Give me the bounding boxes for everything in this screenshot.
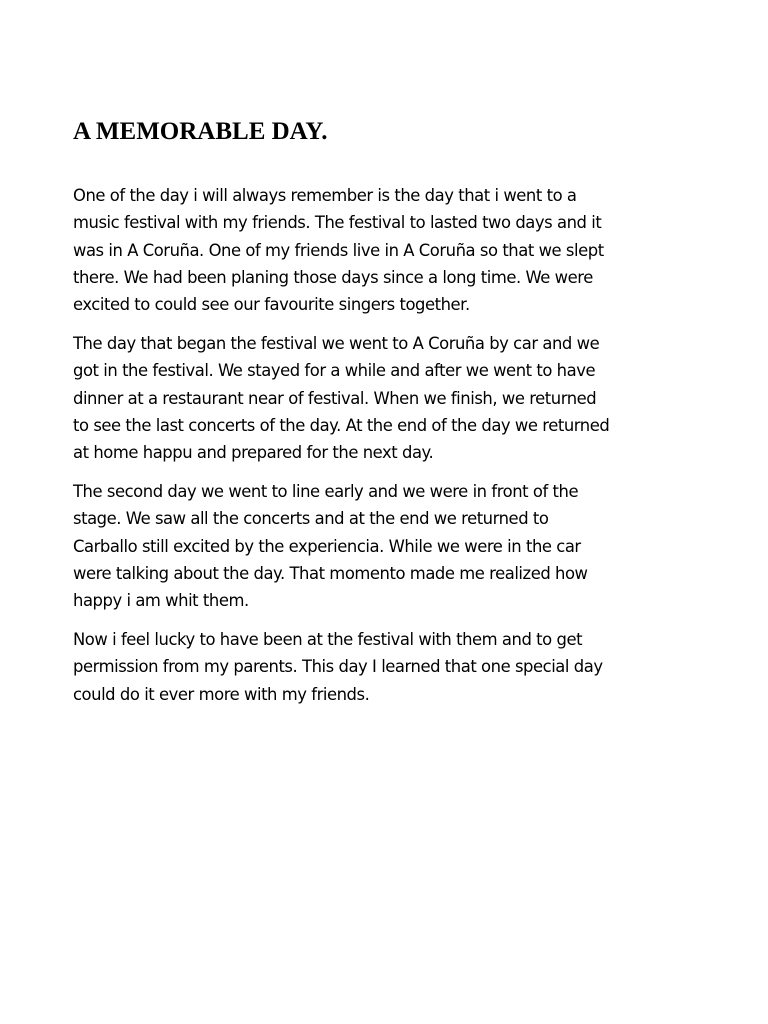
paragraph xyxy=(73,626,713,708)
document-body xyxy=(73,182,713,719)
text-line: were talking about the day. That momento made me realized how xyxy=(73,563,588,583)
text-line: to see the last concerts of the day. At the end of the day we returned xyxy=(73,415,610,435)
text-line: Carballo still excited by the experiencia. While we were in the car xyxy=(73,536,581,556)
paragraph xyxy=(73,478,713,614)
text-line: One of the day i will always remember is the day that i went to a xyxy=(73,186,577,205)
text-line: The second day we went to line early and we were in front of the xyxy=(73,481,579,501)
text-line: permission from my parents. This day I learned that one special day xyxy=(73,657,603,677)
text-line: excited to could see our favourite singers together. xyxy=(73,295,470,315)
text-line: was in A Coruña. One of my friends live in A Coruña so that we slept xyxy=(73,240,604,260)
text-line: stage. We saw all the concerts and at the end we returned to xyxy=(73,509,549,529)
text-line: at home happu and prepared for the next day. xyxy=(73,443,434,463)
text-line: music festival with my friends. The festival to lasted two days and it xyxy=(73,213,602,233)
text-line: Now i feel lucky to have been at the festival with them and to get xyxy=(73,629,583,649)
text-line: got in the festival. We stayed for a while and after we went to have xyxy=(73,361,596,381)
text-line: there. We had been planing those days since a long time. We were xyxy=(73,267,593,287)
document-title: A MEMORABLE DAY. xyxy=(73,118,328,145)
paragraph xyxy=(73,330,713,466)
text-line: could do it ever more with my friends. xyxy=(73,684,370,704)
text-line: dinner at a restaurant near of festival. When we finish, we returned xyxy=(73,388,597,408)
text-line: The day that began the festival we went to A Coruña by car and we xyxy=(73,333,600,353)
text-line: happy i am whit them. xyxy=(73,591,249,611)
paragraph xyxy=(73,182,713,318)
